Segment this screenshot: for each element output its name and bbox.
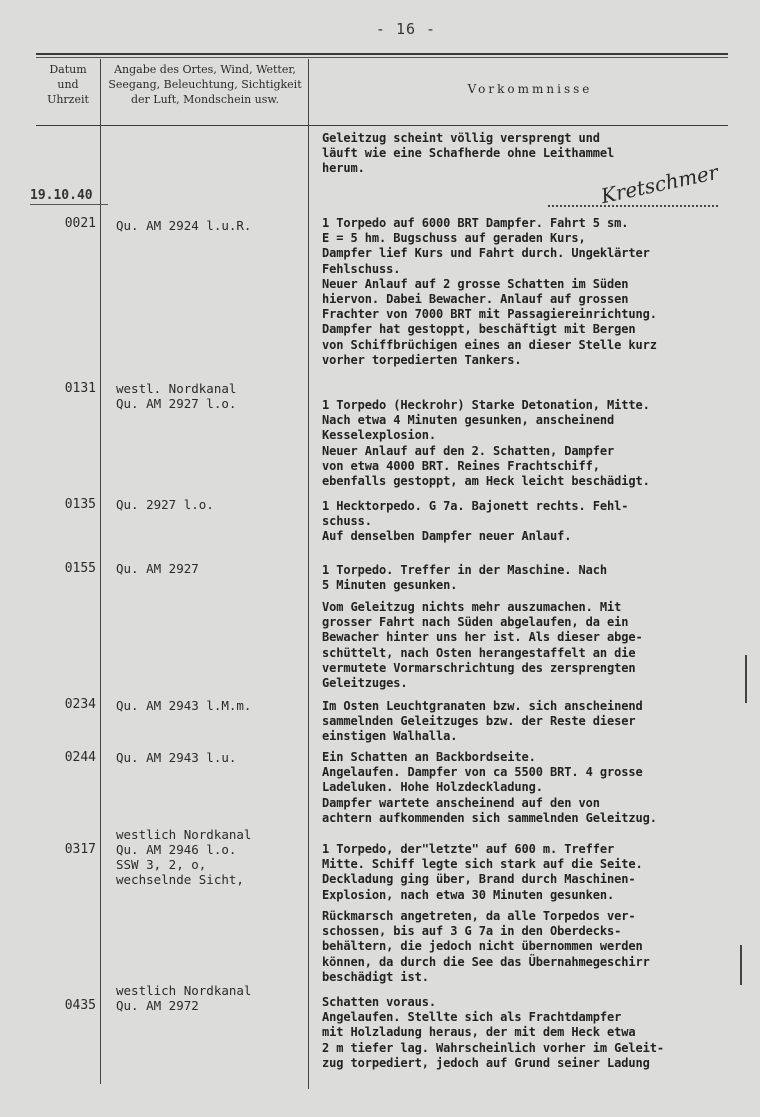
margin-mark [740, 945, 742, 985]
entry-location: Qu. AM 2943 l.M.m. [116, 698, 252, 713]
signature-rule [548, 205, 718, 207]
entry-time: 0234 [64, 697, 96, 712]
header-rule [36, 125, 728, 126]
entry-location: westlich Nordkanal Qu. AM 2946 l.o. SSW 3, 2, o, wechselnde Sicht, [116, 827, 252, 887]
header-events: Vorkommnisse [467, 82, 593, 96]
date-stamp: 19.10.40 [30, 188, 108, 205]
page-number: - 16 - [375, 20, 437, 38]
signature: Kretschmer [598, 159, 721, 209]
entry-location: Qu. 2927 l.o. [116, 497, 214, 512]
entry-time: 0435 [64, 998, 96, 1013]
header-date-time: Datum und Uhrzeit [47, 63, 89, 106]
event-text: Vom Geleitzug nichts mehr auszumachen. Mit grosser Fahrt nach Süden abgelaufen, da ein Bewacher hinter uns her ist. Als dieser abge- schüttelt, nach Osten herangestaffelt an die vermutete Vormarschrichtung des zersprengten Geleitzuges. [322, 600, 643, 691]
entry-time: 0244 [64, 750, 96, 765]
event-text: 1 Torpedo. Treffer in der Maschine. Nach 5 Minuten gesunken. [322, 563, 607, 593]
column-divider-1 [100, 59, 101, 1084]
column-divider-2 [308, 59, 309, 1089]
event-text: 1 Torpedo, der"letzte" auf 600 m. Treffer Mitte. Schiff legte sich stark auf die Seite. Deckladung ging über, Brand durch Maschinen- Explosion, nach etwa 30 Minuten gesunken. [322, 842, 643, 902]
entry-location: westlich Nordkanal Qu. AM 2972 [116, 983, 252, 1013]
top-rule-thin [36, 57, 728, 58]
entry-time: 0135 [64, 497, 96, 512]
entry-time: 0131 [64, 381, 96, 396]
entry-time: 0155 [64, 561, 96, 576]
top-rule [36, 53, 728, 55]
entry-location: westl. Nordkanal Qu. AM 2927 l.o. [116, 381, 237, 411]
event-text: 1 Torpedo auf 6000 BRT Dampfer. Fahrt 5 sm. E = 5 hm. Bugschuss auf geraden Kurs, Dampfer lief Kurs und Fahrt durch. Ungeklärter Fehlschuss. Neuer Anlauf auf 2 grosse Schatten im Süden hiervon. Dabei Bewacher. Anlauf auf grossen Frachter von 7000 BRT mit Passagiereinrichtung. Dampfer hat gestoppt, beschäftigt mit Bergen von Schiffbrüchigen eines an dieser Stelle kurz vorher torpedierten Tankers. [322, 216, 657, 367]
entry-time: 0021 [64, 216, 96, 231]
entry-location: Qu. AM 2943 l.u. [116, 750, 237, 765]
event-text: Rückmarsch angetreten, da alle Torpedos ver- schossen, bis auf 3 G 7a in den Oberdecks- behältern, die jedoch nicht übernommen werden können, da durch die See das Übernahmegeschirr beschädigt ist. [322, 909, 650, 984]
margin-mark [745, 655, 747, 703]
entry-time: 0317 [64, 842, 96, 857]
event-text: 1 Hecktorpedo. G 7a. Bajonett rechts. Fehl- schuss. Auf denselben Dampfer neuer Anlauf. [322, 499, 629, 544]
event-text: Geleitzug scheint völlig versprengt und läuft wie eine Schafherde ohne Leithammel herum. [322, 131, 615, 176]
event-text: Schatten voraus. Angelaufen. Stellte sich als Frachtdampfer mit Holzladung heraus, der mit dem Heck etwa 2 m tiefer lag. Wahrscheinlich vorher im Geleit- zug torpediert, jedoch auf Grund seiner Ladung [322, 995, 664, 1070]
event-text: Ein Schatten an Backbordseite. Angelaufen. Dampfer von ca 5500 BRT. 4 grosse Ladeluken. Hohe Holzdeckladung. Dampfer wartete anscheinend auf den von achtern aufkommenden sich sammelnden Geleitzug. [322, 750, 657, 825]
entry-location: Qu. AM 2924 l.u.R. [116, 218, 252, 233]
event-text: Im Osten Leuchtgranaten bzw. sich anscheinend sammelnden Geleitzuges bzw. der Reste dieser einstigen Walhalla. [322, 699, 643, 744]
entry-location: Qu. AM 2927 [116, 561, 199, 576]
header-location-weather: Angabe des Ortes, Wind, Wetter, Seegang, Beleuchtung, Sichtigkeit der Luft, Mondschein usw. [108, 63, 302, 106]
event-text: 1 Torpedo (Heckrohr) Starke Detonation, Mitte. Nach etwa 4 Minuten gesunken, anscheinend Kesselexplosion. Neuer Anlauf auf den 2. Schatten, Dampfer von etwa 4000 BRT. Reines Frachtschiff, ebenfalls gestoppt, am Heck leicht beschädigt. [322, 398, 650, 489]
